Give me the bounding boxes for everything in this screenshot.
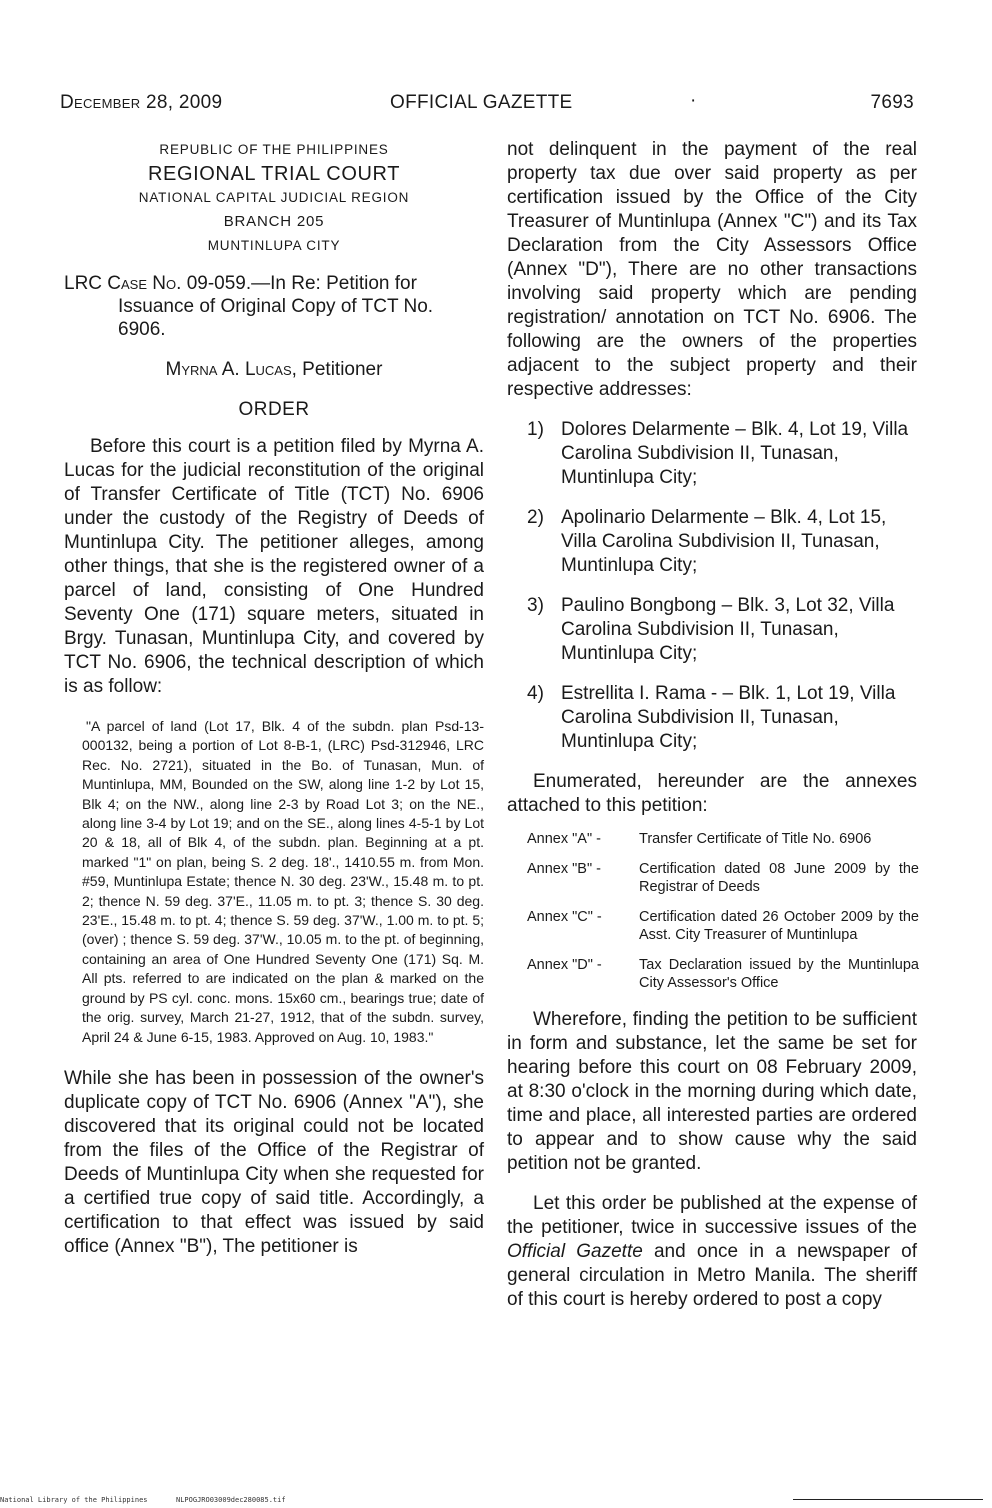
petitioner-name: Myrna A. Lucas	[165, 359, 292, 380]
court-line-republic: REPUBLIC OF THE PHILIPPINES	[159, 142, 389, 157]
list-item: 1) Dolores Delarmente – Blk. 4, Lot 19, Villa Carolina Subdivision II, Tunasan, Muntinlupa City;	[527, 419, 909, 488]
footer-filename: NLPOGJRO03009dec280085.tif	[176, 1496, 286, 1504]
table-row: Annex "D" - Tax Declaration issued by the Muntinlupa City Assessor's Office	[527, 957, 919, 991]
table-row: Annex "B" - Certification dated 08 June 2009 by the Registrar of Deeds	[527, 861, 919, 895]
intro-paragraph: Before this court is a petition filed by Myrna A. Lucas for the judicial reconstitution of the original of Transfer Certificate of Title (TCT) No. 6906 under the custody of the Registry of Deeds of Muntinlupa City. The petitioner alleges, among other things, that she is the registered owner of a parcel of land, consisting of One Hundred Seventy One (171) square meters, situated in Brgy. Tunasan, Muntinlupa City, and covered by TCT No. 6906, the technical description of which is as follow:	[64, 436, 484, 697]
footer-rule	[793, 1499, 983, 1500]
header-dot: ·	[690, 90, 697, 111]
adjacent-owners-list	[507, 418, 917, 754]
footer-library: National Library of the Philippines	[0, 1496, 148, 1504]
court-line-city: MUNTINLUPA CITY	[207, 238, 341, 253]
list-item: 2) Apolinario Delarmente – Blk. 4, Lot 15, Villa Carolina Subdivision II, Tunasan, Muntinlupa City;	[527, 507, 887, 576]
table-row: Annex "A" - Transfer Certificate of Title No. 6906	[527, 831, 872, 847]
court-line-region: NATIONAL CAPITAL JUDICIAL REGION	[138, 190, 410, 205]
petitioner-role: , Petitioner	[291, 359, 383, 380]
issue-date: December 28, 2009	[60, 92, 223, 113]
publication-title: OFFICIAL GAZETTE	[390, 92, 573, 113]
tax-paragraph: not delinquent in the payment of the real property tax due over said property as per certification issued by the Office of the City Treasurer of Muntinlupa (Annex "C") and its Tax Declaration from the City Assessors Office (Annex "D"), There are no other transactions involving said property which are pending registration/ annotation on TCT No. 6906. The following are the owners of the properties adjacent to the subject property and their respective addresses:	[507, 139, 917, 400]
wherefore-paragraph: Wherefore, finding the petition to be sufficient in form and substance, let the same be set for hearing before this court on 08 February 2009, at 8:30 o'clock in the morning during which date, time and place, all interested parties are ordered to appear and to show cause why the said petition not be granted.	[507, 1009, 917, 1174]
court-heading	[64, 138, 484, 258]
page-number: 7693	[870, 92, 914, 113]
petitioner-line	[64, 359, 484, 381]
list-item: 4) Estrellita I. Rama - – Blk. 1, Lot 19, Villa Carolina Subdivision II, Tunasan, Muntinlupa City;	[527, 683, 896, 752]
right-column	[507, 138, 917, 1312]
possession-paragraph: While she has been in possession of the owner's duplicate copy of TCT No. 6906 (Annex "A"), she discovered that its original could not be located from the files of the Office of the Registrar of Deeds of Muntinlupa City when she requested for a certified true copy of said title. Accordingly, a certification to that effect was issued by said office (Annex "B"), The petitioner is	[64, 1067, 484, 1257]
left-column	[64, 138, 484, 1259]
gazette-italic: Official Gazette	[507, 1241, 643, 1262]
list-item: 3) Paulino Bongbong – Blk. 3, Lot 32, Villa Carolina Subdivision II, Tunasan, Muntinlupa City;	[527, 595, 895, 664]
technical-description-quote: "A parcel of land (Lot 17, Blk. 4 of the subdn. plan Psd-13-000132, being a portion of Lot 8-B-1, (LRC) Psd-312946, LRC Rec. No. 2721), situated in the Bo. of Tunasan, Mun. of Muntinlupa, MM, Bounded on the SW, along line 1-2 by Lot 15, Blk 4; on the NW., along line 2-3 by Road Lot 3; on the NE., along line 3-4 by Lot 19; and on the SE., along lines 4-5-1 by Lot 20 & 18, all of Blk 4, of the subdn. plan. Beginning at a pt. marked "1" on plan, being S. 2 deg. 18'., 1410.55 m. from Mon. #59, Muntinlupa Estate; thence N. 30 deg. 23'W., 15.48 m. to pt. 2; thence N. 59 deg. 37'E., 11.05 m. to pt. 3; thence S. 30 deg. 23'E., 15.48 m. to pt. 4; thence S. 59 deg. 37'W., 1.00 m. to pt. 5; (over) ; thence S. 59 deg. 37'W., 10.05 m. to the pt. of beginning, containing an area of One Hundred Seventy One (171) Sq. M. All pts. referred to are indicated on the plan & marked on the ground by PS cyl. conc. mons. 15x60 cm., bearings true; date of the orig. survey, March 21-27, 1912, that of the subdn. survey, April 24 & June 6-15, 1983. Approved on Aug. 10, 1983."	[82, 718, 484, 1045]
enumerated-paragraph: Enumerated, hereunder are the annexes attached to this petition:	[507, 771, 917, 816]
table-row: Annex "C" - Certification dated 26 October 2009 by the Asst. City Treasurer of Muntinlupa	[527, 909, 919, 943]
publication-paragraph: Let this order be published at the expense of the petitioner, twice in successive issues of the Official Gazette and once in a newspaper of general circulation in Metro Manila. The sheriff of this court is hereby ordered to post a copy	[507, 1193, 917, 1310]
court-line-rtc: REGIONAL TRIAL COURT	[147, 163, 401, 185]
case-title: —In Re: Petition for Issuance of Original Copy of TCT No. 6906.	[118, 273, 434, 340]
order-heading: ORDER	[238, 399, 310, 420]
court-line-branch: BRANCH 205	[223, 213, 325, 230]
page-header	[60, 92, 914, 118]
case-caption	[64, 272, 484, 341]
annexes-table	[527, 830, 919, 1004]
case-number: LRC Case No. 09-059.	[64, 273, 252, 294]
